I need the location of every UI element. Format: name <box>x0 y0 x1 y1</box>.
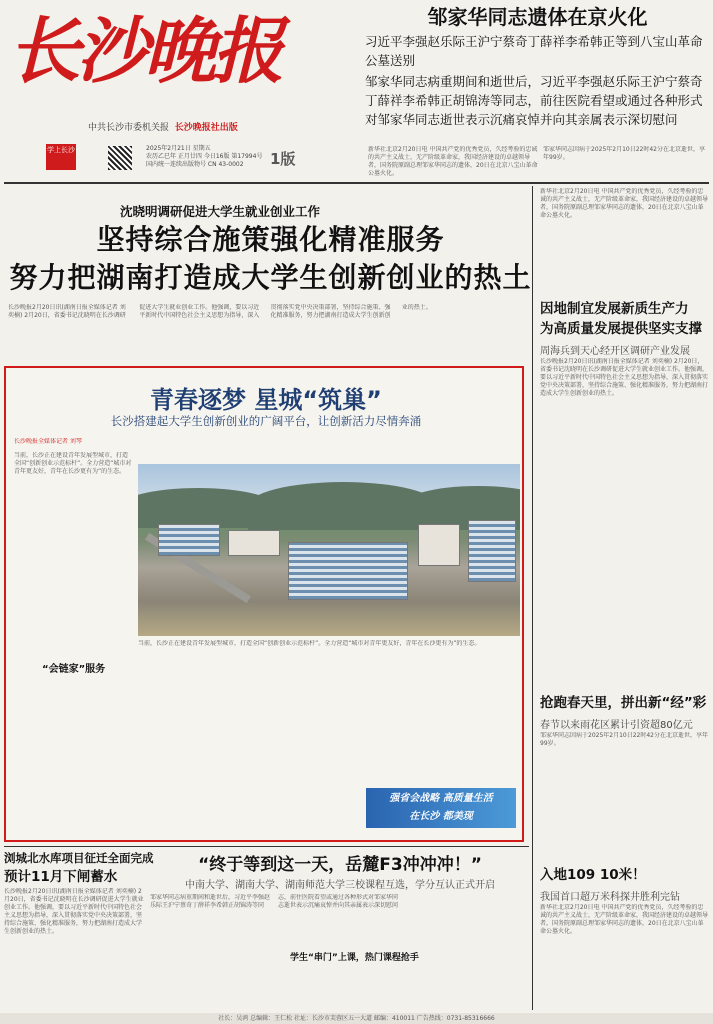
left-headline-2[interactable]: 预计11月下闸蓄水 <box>4 869 118 885</box>
page-number: 1版 <box>270 150 296 168</box>
badge: 学上长沙 <box>46 144 76 170</box>
slogan-banner <box>366 788 516 828</box>
right-headline-2[interactable]: 抢跑春天里，拼出新“经”彩 <box>540 695 707 711</box>
lunar-line: 农历乙巳年 正月廿四 今日16版 第17994号 <box>146 153 263 160</box>
lower-divider <box>4 846 529 847</box>
footer: 社长：吴鸿 总编辑：王仁松 社址：长沙市芙蓉区五一大道 邮编：410011 广告热线：0731-85316666 <box>0 1013 713 1024</box>
masthead-org <box>88 120 238 133</box>
feature-body: 当前，长沙正在建设青年发展型城市，打造全国“创新创业示范标杆”。全力营造“城市对青年更友好，青年在长沙更有为”的生态。 <box>14 452 132 475</box>
left-body: 长沙晚报2月20日讯(湖南日报全媒体记者 刘奕楠) 2月20日，省委书记沈晓明在长沙调研促进大学生就业创业工作。他强调，要以习近平新时代中国特色社会主义思想为指导，深入贯彻落实党中央决策部署，坚持综合施策、强化精准服务，努力把湖南打造成大学生创新创业的热土。 <box>4 888 144 935</box>
slogan-line1: 强省会战略 高质量生活 <box>389 793 493 804</box>
feature-title[interactable]: 青春逐梦 星城“筑巢” <box>150 386 382 414</box>
campus-photo <box>138 464 520 636</box>
column-divider <box>532 186 533 1010</box>
main-body: 长沙晚报2月20日讯(湖南日报全媒体记者 刘奕楠) 2月20日，省委书记沈晓明在长沙调研促进大学生就业创业工作。他强调，要以习近平新时代中国特色社会主义思想为指导，深入贯彻落实党中央决策部署，坚持综合施策、强化精准服务，努力把湖南打造成大学生创新创业的热土。 <box>8 304 432 319</box>
left-headline-1[interactable]: 浏城北水库项目征迁全面完成 <box>4 851 154 865</box>
right-column-text: 新华社北京2月20日电 中国共产党的优秀党员，久经考验的忠诚的共产主义战士，无产阶级革命家，我国经济建设的卓越领导者，国务院原副总理邹家华同志的遗体，20日在北京八宝山革命公墓火化。 <box>540 188 708 219</box>
feature-subtitle: 长沙搭建起大学生创新创业的广阔平台，让创新活力尽情奔涌 <box>110 414 422 428</box>
center-headline[interactable]: “终于等到这一天，岳麓F3冲冲冲！” <box>198 855 482 875</box>
top-story-lead1: 习近平李强赵乐际王沪宁蔡奇丁薛祥李希韩正等到八宝山革命公墓送别 <box>365 34 703 68</box>
masthead-logo: 长沙晚报 <box>8 8 281 93</box>
main-headline-2[interactable]: 努力把湖南打造成大学生创新创业的热土 <box>9 261 532 294</box>
feature-section: “会链家”服务 <box>42 664 106 675</box>
right-body-1: 长沙晚报2月20日讯(湖南日报全媒体记者 刘奕楠) 2月20日，省委书记沈晓明在长沙调研促进大学生就业创业工作。他强调，要以习近平新时代中国特色社会主义思想为指导，深入贯彻落实党中央决策部署，坚持综合施策、强化精准服务，努力把湖南打造成大学生创新创业的热土。 <box>540 358 708 397</box>
slogan-line2: 在长沙 都美现 <box>409 811 473 822</box>
center-section: 学生“串门”上课，热门课程抢手 <box>290 950 419 963</box>
center-body: 邹家华同志病重期间和逝世后，习近平李强赵乐际王沪宁蔡奇丁薛祥李希韩正胡锦涛等同志，前往医院看望或通过各种形式对邹家华同志逝世表示沉痛哀悼并向其亲属表示深切慰问 <box>150 894 399 909</box>
center-subhead: 中南大学、湖南大学、湖南师范大学三校课程互选，学分互认正式开启 <box>185 880 495 891</box>
top-story-title[interactable]: 邹家华同志遗体在京火化 <box>427 5 648 29</box>
org-name: 中共长沙市委机关报 <box>88 123 170 133</box>
issue-info <box>146 145 262 169</box>
date-line: 2025年2月21日 星期五 <box>146 145 211 152</box>
top-story-body1: 新华社北京2月20日电 中国共产党的优秀党员，久经考验的忠诚的共产主义战士，无产阶级革命家，我国经济建设的卓越领导者，国务院原副总理邹家华同志的遗体，20日在北京八宝山革命公墓火化。 <box>368 146 538 177</box>
right-subhead-2: 春节以来雨花区累计引资超80亿元 <box>540 720 693 731</box>
right-headline-3[interactable]: 入地109 10米！ <box>540 867 646 883</box>
photo-caption: 当前，长沙正在建设青年发展型城市，打造全国“创新创业示范标杆”。全力营造“城市对青年更友好，青年在长沙更有为”的生态。 <box>138 640 481 647</box>
group-name: 长沙晚报社出版 <box>174 123 238 133</box>
issue-bar <box>8 144 360 172</box>
right-subhead-1: 周海兵到天心经开区调研产业发展 <box>540 346 690 357</box>
right-body-2: 邹家华同志因病于2025年2月10日22时42分在北京逝世，享年99岁。 <box>540 732 708 747</box>
top-story-body2: 邹家华同志因病于2025年2月10日22时42分在北京逝世，享年99岁。 <box>543 146 705 161</box>
right-subhead-3: 我国首口超万米科探井胜利完钻 <box>540 892 680 903</box>
qr-code-icon <box>108 146 132 170</box>
cn-line: 国内统一连续出版物号 CN 43-0002 <box>146 161 244 168</box>
top-story <box>365 4 710 129</box>
main-headline-1[interactable]: 坚持综合施策强化精准服务 <box>96 223 445 256</box>
feature-byline: 长沙晚报全媒体记者 刘琴 <box>14 438 82 445</box>
top-story-lead2: 邹家华同志病重期间和逝世后，习近平李强赵乐际王沪宁蔡奇丁薛祥李希韩正胡锦涛等同志，前往医院看望或通过各种形式对邹家华同志逝世表示沉痛哀悼并向其亲属表示深切慰问 <box>365 74 703 127</box>
main-kicker: 沈晓明调研促进大学生就业创业工作 <box>120 204 321 219</box>
right-headline-1b[interactable]: 为高质量发展提供坚实支撑 <box>540 321 702 337</box>
right-body-3: 新华社北京2月20日电 中国共产党的优秀党员，久经考验的忠诚的共产主义战士，无产阶级革命家，我国经济建设的卓越领导者，国务院原副总理邹家华同志的遗体，20日在北京八宝山革命公墓火化。 <box>540 904 708 935</box>
right-headline-1[interactable]: 因地制宜发展新质生产力 <box>540 301 689 317</box>
divider <box>4 182 709 184</box>
feature-box <box>4 366 524 842</box>
